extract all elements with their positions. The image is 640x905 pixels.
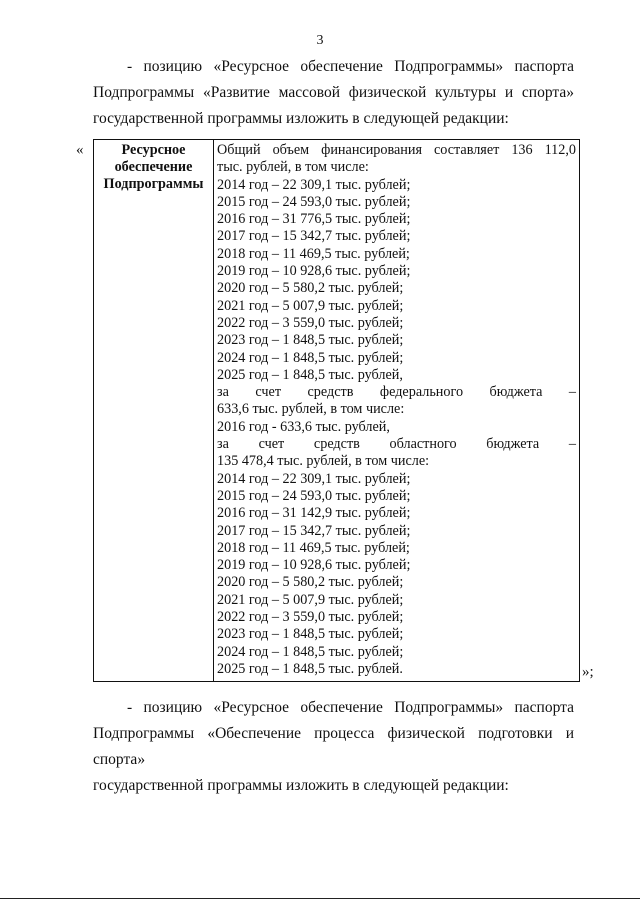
funding-line: 135 478,4 тыс. рублей, в том числе:: [217, 453, 430, 470]
paragraph-line: Подпрограммы «Развитие массовой физической культуры и спорта»: [93, 84, 574, 101]
funding-line: 2023 год – 1 848,5 тыс. рублей;: [217, 626, 404, 643]
funding-line: 2025 год – 1 848,5 тыс. рублей,: [217, 366, 403, 383]
funding-line: 2023 год – 1 848,5 тыс. рублей;: [217, 332, 404, 349]
funding-line: 2022 год – 3 559,0 тыс. рублей;: [217, 314, 404, 331]
paragraph-resource-position-1: [93, 54, 574, 132]
paragraph-line: Подпрограммы «Обеспечение процесса физической подготовки и спорта»: [93, 725, 574, 768]
label-line: Подпрограммы: [103, 176, 204, 192]
funding-line: 2015 год – 24 593,0 тыс. рублей;: [217, 193, 411, 210]
resource-label-cell: [94, 140, 214, 682]
funding-line: 2017 год – 15 342,7 тыс. рублей;: [217, 522, 411, 539]
funding-line: за счет средств федерального бюджета –: [217, 384, 576, 401]
funding-line: 2015 год – 24 593,0 тыс. рублей;: [217, 487, 411, 504]
funding-line: тыс. рублей, в том числе:: [217, 159, 369, 176]
funding-line: 2016 год - 633,6 тыс. рублей,: [217, 418, 390, 435]
funding-line: 2016 год – 31 142,9 тыс. рублей;: [217, 505, 411, 522]
funding-line: 2024 год – 1 848,5 тыс. рублей;: [217, 349, 404, 366]
opening-quote-mark: «: [76, 142, 84, 158]
funding-line: 2014 год – 22 309,1 тыс. рублей;: [217, 176, 411, 193]
page-number: 3: [316, 33, 324, 48]
paragraph-line: государственной программы изложить в следующей редакции:: [93, 110, 509, 127]
bottom-rule: [0, 898, 640, 899]
funding-line: 2018 год – 11 469,5 тыс. рублей;: [217, 539, 410, 556]
label-line: Ресурсное: [121, 142, 186, 158]
funding-line: 2022 год – 3 559,0 тыс. рублей;: [217, 609, 404, 626]
funding-line: 2020 год – 5 580,2 тыс. рублей;: [217, 574, 404, 591]
funding-line: 2018 год – 11 469,5 тыс. рублей;: [217, 245, 410, 262]
table-row: [94, 140, 580, 682]
funding-line: 2021 год – 5 007,9 тыс. рублей;: [217, 297, 404, 314]
resource-table: [93, 139, 580, 682]
funding-line: 633,6 тыс. рублей, в том числе:: [217, 401, 405, 418]
funding-line: 2014 год – 22 309,1 тыс. рублей;: [217, 470, 411, 487]
paragraph-resource-position-2: [93, 695, 574, 799]
funding-line: 2025 год – 1 848,5 тыс. рублей.: [217, 660, 403, 677]
funding-line: 2017 год – 15 342,7 тыс. рублей;: [217, 228, 411, 245]
funding-line: 2021 год – 5 007,9 тыс. рублей;: [217, 591, 404, 608]
funding-line: 2019 год – 10 928,6 тыс. рублей;: [217, 557, 411, 574]
funding-line: 2020 год – 5 580,2 тыс. рублей;: [217, 280, 404, 297]
closing-quote-mark: »;: [582, 664, 594, 680]
funding-line: 2016 год – 31 776,5 тыс. рублей;: [217, 211, 411, 228]
paragraph-line: государственной программы изложить в следующей редакции:: [93, 777, 509, 794]
funding-line: за счет средств областного бюджета –: [217, 436, 576, 453]
funding-line: Общий объем финансирования составляет 136 112,0: [217, 142, 576, 158]
paragraph-line: - позицию «Ресурсное обеспечение Подпрограммы» паспорта: [127, 58, 574, 75]
resource-value-cell: [214, 140, 580, 682]
funding-line: 2024 год – 1 848,5 тыс. рублей;: [217, 643, 404, 660]
funding-line: 2019 год – 10 928,6 тыс. рублей;: [217, 263, 411, 280]
paragraph-line: - позицию «Ресурсное обеспечение Подпрограммы» паспорта: [127, 699, 574, 716]
label-line: обеспечение: [114, 159, 193, 175]
